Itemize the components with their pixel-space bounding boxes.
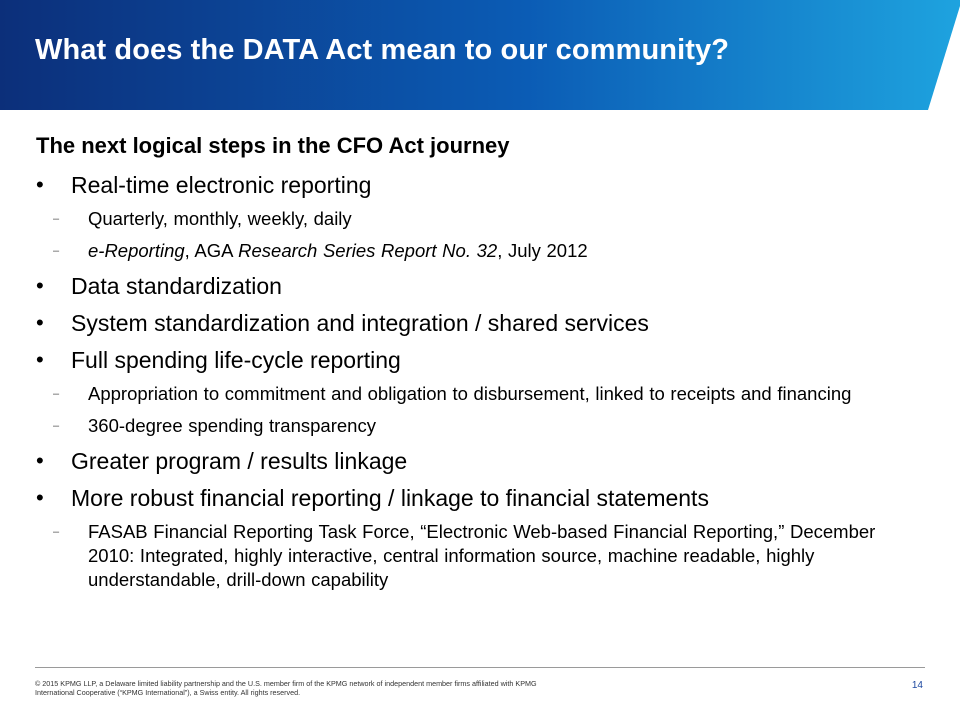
bullet-text: System standardization and integration / shared services	[71, 310, 649, 336]
dash-icon: –	[53, 526, 60, 538]
dash-icon: –	[53, 388, 60, 400]
sub-bullet-item	[36, 520, 926, 592]
sub-bullet-item	[36, 382, 926, 406]
bullet-item	[36, 484, 926, 512]
dash-icon: –	[53, 420, 60, 432]
bullet-text: More robust financial reporting / linkage to financial statements	[71, 485, 709, 511]
bullet-item	[36, 171, 926, 199]
bullet-item	[36, 346, 926, 374]
footer-divider	[35, 667, 925, 668]
bullet-item	[36, 272, 926, 300]
bullet-text: Full spending life-cycle reporting	[71, 347, 401, 373]
title-banner	[0, 0, 960, 110]
bullet-text: Real-time electronic reporting	[71, 172, 372, 198]
copyright-notice: © 2015 KPMG LLP, a Delaware limited liability partnership and the U.S. member firm of the KPMG network of independent member firms affiliated with KPMG International Cooperative (“KPMG International”), a Swiss entity. All rights reserved.	[35, 679, 537, 697]
sub-bullet-item	[36, 207, 926, 231]
bullet-icon: •	[36, 273, 44, 298]
bullet-item	[36, 309, 926, 337]
bullet-icon: •	[36, 448, 44, 473]
sub-bullet-text: Quarterly, monthly, weekly, daily	[88, 208, 352, 229]
sub-bullet-item	[36, 239, 926, 263]
bullet-icon: •	[36, 485, 44, 510]
bullet-item	[36, 447, 926, 475]
page-number: 14	[911, 680, 923, 691]
dash-icon: –	[53, 245, 60, 257]
sub-bullet-text: Appropriation to commitment and obligation to disbursement, linked to receipts and financing	[88, 383, 852, 404]
series-name: Research Series Report No. 32	[238, 240, 498, 261]
section-subheading: The next logical steps in the CFO Act journey	[36, 133, 510, 158]
report-name: e-Reporting	[88, 240, 185, 261]
bullet-icon: •	[36, 347, 44, 372]
sub-bullet-text: FASAB Financial Reporting Task Force, “Electronic Web-based Financial Reporting,” December 2010: Integrated, highly interactive, central information source, machine readable, highly understandable, drill-down capability	[88, 521, 876, 590]
dash-icon: –	[53, 213, 60, 225]
bullet-icon: •	[36, 172, 44, 197]
sub-bullet-text: , AGA	[184, 240, 239, 261]
bullet-icon: •	[36, 310, 44, 335]
bullet-text: Data standardization	[71, 273, 282, 299]
bullet-text: Greater program / results linkage	[71, 448, 408, 474]
sub-bullet-item	[36, 414, 926, 438]
slide-body	[36, 132, 926, 601]
sub-bullet-text: , July 2012	[497, 240, 588, 261]
sub-bullet-text: 360-degree spending transparency	[88, 415, 376, 436]
slide-title: What does the DATA Act mean to our community?	[35, 34, 730, 66]
